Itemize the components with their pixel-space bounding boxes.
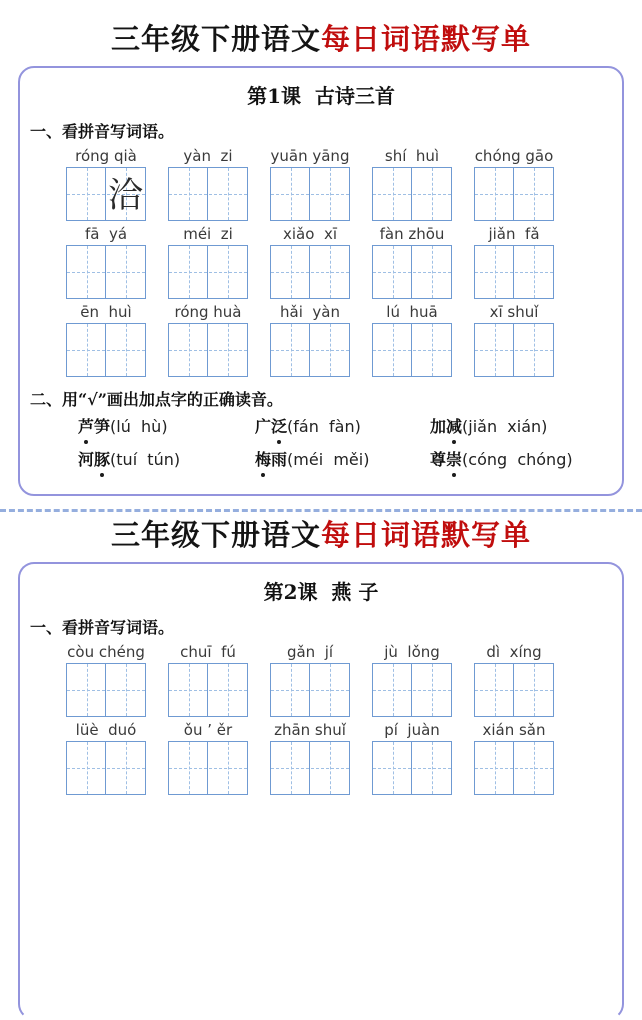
dotted-char: 崇 bbox=[446, 450, 463, 469]
writing-grid bbox=[270, 245, 350, 299]
pinyin-label: gǎn jí bbox=[286, 643, 334, 661]
grid-guide-line bbox=[169, 350, 247, 351]
choice-word bbox=[78, 450, 110, 469]
writing-grid bbox=[474, 167, 554, 221]
word-unit bbox=[474, 146, 554, 221]
choice-word bbox=[430, 450, 462, 469]
grid-guide-line bbox=[67, 690, 145, 691]
word-unit bbox=[372, 642, 452, 717]
pinyin-options: (jiǎn xián) bbox=[462, 417, 548, 436]
grid-guide-line bbox=[271, 194, 349, 195]
pinyin-row bbox=[20, 302, 622, 377]
word-unit bbox=[66, 720, 146, 795]
choice-word bbox=[255, 450, 287, 469]
pinyin-label: lú huā bbox=[386, 303, 438, 321]
word-unit bbox=[66, 642, 146, 717]
choice-item bbox=[78, 449, 255, 471]
word-part: 笋 bbox=[94, 417, 111, 436]
word-unit bbox=[474, 720, 554, 795]
choice-item bbox=[255, 449, 430, 471]
writing-grid bbox=[66, 167, 146, 221]
writing-grid bbox=[168, 167, 248, 221]
dotted-char: 减 bbox=[446, 417, 463, 436]
writing-grid bbox=[474, 245, 554, 299]
grid-guide-line bbox=[373, 768, 451, 769]
grid-guide-line bbox=[373, 194, 451, 195]
pinyin-options: (fán fàn) bbox=[287, 417, 361, 436]
lesson2-panel bbox=[18, 562, 624, 1020]
word-unit bbox=[66, 146, 146, 221]
grid-guide-line bbox=[169, 194, 247, 195]
pinyin-row bbox=[20, 224, 622, 299]
choice-word bbox=[430, 417, 462, 436]
lesson2-task1-label: 一、看拼音写词语。 bbox=[30, 618, 175, 637]
pronunciation-choices bbox=[78, 416, 622, 471]
pinyin-label: xī shuǐ bbox=[489, 303, 539, 321]
writing-grid bbox=[168, 245, 248, 299]
pinyin-label: jù lǒng bbox=[384, 643, 440, 661]
pinyin-options: (méi měi) bbox=[287, 450, 370, 469]
writing-grid bbox=[372, 663, 452, 717]
grid-guide-line bbox=[271, 272, 349, 273]
choice-item bbox=[255, 416, 430, 438]
word-part: 雨 bbox=[271, 450, 288, 469]
word-unit bbox=[372, 720, 452, 795]
pinyin-label: yàn zi bbox=[183, 147, 233, 165]
pinyin-label: lüè duó bbox=[75, 721, 137, 739]
pinyin-row bbox=[20, 146, 622, 221]
grid-guide-line bbox=[475, 194, 553, 195]
writing-grid bbox=[372, 245, 452, 299]
writing-grid bbox=[372, 741, 452, 795]
pinyin-label: xián sǎn bbox=[482, 721, 546, 739]
pinyin-label: yuān yāng bbox=[270, 147, 350, 165]
sheet-title-2 bbox=[0, 518, 642, 552]
pinyin-label: fā yá bbox=[84, 225, 128, 243]
grid-guide-line bbox=[373, 690, 451, 691]
choice-item bbox=[78, 416, 255, 438]
lesson1-panel bbox=[18, 66, 624, 496]
word-unit bbox=[372, 146, 452, 221]
grid-guide-line bbox=[67, 768, 145, 769]
writing-grid bbox=[474, 663, 554, 717]
pinyin-label: xiǎo xī bbox=[283, 225, 337, 243]
pinyin-label: róng huà bbox=[174, 303, 242, 321]
sheet-title-red: 每日词语默写单 bbox=[321, 22, 532, 56]
word-unit bbox=[270, 642, 350, 717]
writing-grid bbox=[66, 245, 146, 299]
sheet-title-1 bbox=[0, 22, 642, 56]
writing-grid bbox=[270, 741, 350, 795]
word-part: 河 bbox=[78, 450, 95, 469]
writing-grid bbox=[270, 323, 350, 377]
lesson1-title: 第1课 古诗三首 bbox=[247, 84, 395, 108]
writing-grid bbox=[474, 323, 554, 377]
pinyin-options: (cóng chóng) bbox=[462, 450, 573, 469]
grid-guide-line bbox=[169, 768, 247, 769]
writing-grid bbox=[168, 741, 248, 795]
grid-guide-line bbox=[169, 690, 247, 691]
writing-grid bbox=[270, 167, 350, 221]
pinyin-label: shí huì bbox=[384, 147, 440, 165]
word-unit bbox=[168, 146, 248, 221]
writing-grid bbox=[474, 741, 554, 795]
pinyin-row bbox=[20, 720, 622, 795]
choice-item bbox=[430, 416, 547, 438]
pinyin-label: còu chéng bbox=[67, 643, 145, 661]
pinyin-label: ēn huì bbox=[80, 303, 132, 321]
word-part: 广 bbox=[255, 417, 272, 436]
grid-guide-line bbox=[271, 768, 349, 769]
grid-guide-line bbox=[373, 272, 451, 273]
section-divider bbox=[0, 509, 642, 512]
word-unit bbox=[66, 224, 146, 299]
lesson2-title: 第2课 燕 子 bbox=[263, 580, 379, 604]
pinyin-label: dì xíng bbox=[486, 643, 542, 661]
choice-word bbox=[255, 417, 287, 436]
pinyin-label: zhān shuǐ bbox=[274, 721, 346, 739]
pinyin-options: (tuí tún) bbox=[110, 450, 181, 469]
worksheet-page bbox=[0, 22, 642, 739]
choice-row bbox=[78, 416, 622, 438]
word-unit bbox=[474, 224, 554, 299]
dotted-char: 梅 bbox=[255, 450, 272, 469]
grid-guide-line bbox=[475, 768, 553, 769]
pinyin-options: (lú hù) bbox=[110, 417, 168, 436]
grid-guide-line bbox=[475, 350, 553, 351]
grid-guide-line bbox=[271, 350, 349, 351]
pinyin-label: méi zi bbox=[183, 225, 233, 243]
writing-grid bbox=[270, 663, 350, 717]
word-unit bbox=[270, 146, 350, 221]
lesson1-task2-label: 二、用“√”画出加点字的正确读音。 bbox=[30, 390, 283, 409]
pinyin-label: fàn zhōu bbox=[379, 225, 445, 243]
pinyin-label: róng qià bbox=[75, 147, 137, 165]
word-part: 加 bbox=[430, 417, 447, 436]
word-unit bbox=[270, 302, 350, 377]
pinyin-label: chóng gāo bbox=[474, 147, 554, 165]
choice-row bbox=[78, 449, 622, 471]
grid-guide-line bbox=[475, 272, 553, 273]
writing-grid bbox=[168, 323, 248, 377]
word-unit bbox=[168, 642, 248, 717]
writing-grid bbox=[372, 323, 452, 377]
dotted-char: 泛 bbox=[271, 417, 288, 436]
writing-grid bbox=[66, 323, 146, 377]
writing-grid bbox=[66, 741, 146, 795]
writing-grid bbox=[66, 663, 146, 717]
pinyin-row bbox=[20, 642, 622, 717]
handwritten-answer: 洽 bbox=[107, 176, 143, 216]
sheet-title-black: 三年级下册语文 bbox=[110, 22, 321, 56]
word-unit bbox=[66, 302, 146, 377]
grid-guide-line bbox=[67, 272, 145, 273]
pinyin-label: hǎi yàn bbox=[280, 303, 340, 321]
pinyin-label: chuī fú bbox=[180, 643, 236, 661]
word-unit bbox=[270, 224, 350, 299]
sheet-title-red: 每日词语默写单 bbox=[321, 518, 532, 552]
grid-guide-line bbox=[475, 690, 553, 691]
choice-word bbox=[78, 417, 110, 436]
dotted-char: 芦 bbox=[78, 417, 95, 436]
word-unit bbox=[474, 302, 554, 377]
choice-item bbox=[430, 449, 573, 471]
word-unit bbox=[168, 302, 248, 377]
word-unit bbox=[168, 224, 248, 299]
word-unit bbox=[168, 720, 248, 795]
writing-grid bbox=[372, 167, 452, 221]
pinyin-label: pí juàn bbox=[384, 721, 440, 739]
grid-guide-line bbox=[67, 350, 145, 351]
grid-guide-line bbox=[373, 350, 451, 351]
writing-grid bbox=[168, 663, 248, 717]
word-unit bbox=[270, 720, 350, 795]
sheet-title-black: 三年级下册语文 bbox=[110, 518, 321, 552]
word-unit bbox=[372, 224, 452, 299]
pinyin-label: jiǎn fǎ bbox=[488, 225, 540, 243]
word-unit bbox=[474, 642, 554, 717]
lesson1-task1-label: 一、看拼音写词语。 bbox=[30, 122, 175, 141]
grid-guide-line bbox=[271, 690, 349, 691]
word-unit bbox=[372, 302, 452, 377]
grid-guide-line bbox=[169, 272, 247, 273]
pinyin-label: ǒu ’ ěr bbox=[183, 721, 233, 739]
word-part: 尊 bbox=[430, 450, 447, 469]
dotted-char: 豚 bbox=[94, 450, 111, 469]
